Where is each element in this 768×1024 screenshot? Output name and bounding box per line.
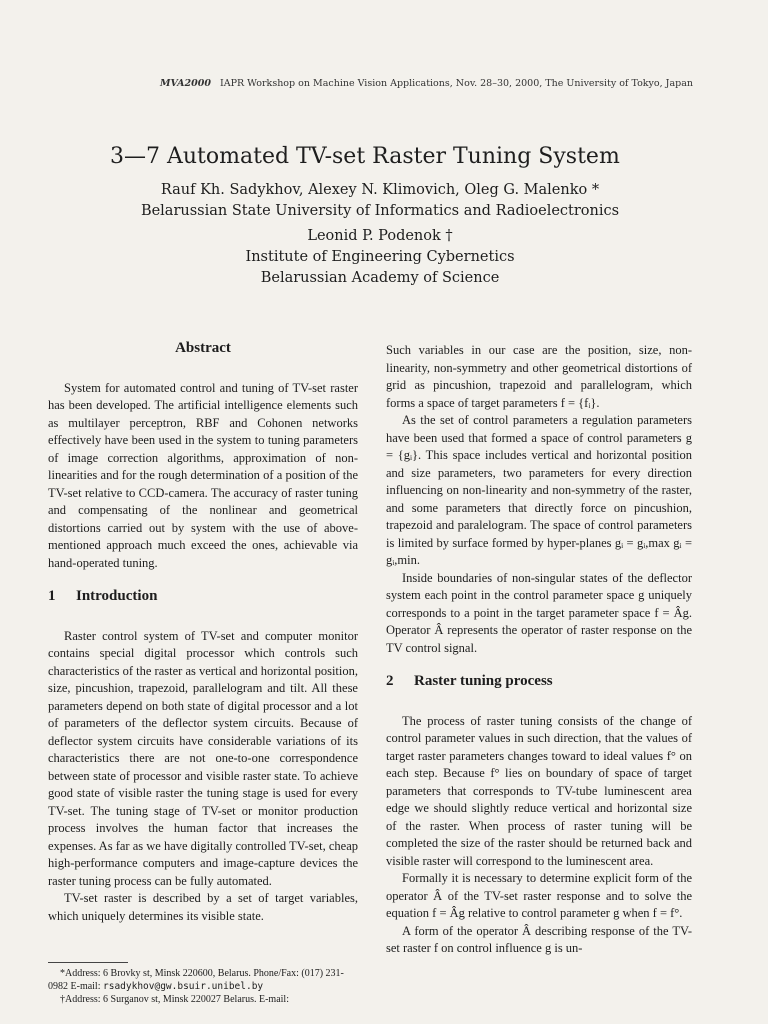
- footnote-email: rsadykhov@gw.bsuir.unibel.by: [103, 981, 264, 992]
- paragraph: The process of raster tuning consists of the change of control parameter values in such direction, that the values of target raster parameters changes toward to ideal values f° on each step. Because f° lies on boundary of space of target parameters that corresponds to TV-tube luminescent area edge we should slightly reduce vertical and horizontal size of the raster. When process of raster tuning will be completed the size of the raster should be returned back and visible raster will correspond to the luminescent area.: [386, 713, 692, 868]
- conference-tag: MVA2000: [160, 78, 211, 89]
- paragraph: Inside boundaries of non-singular states of the deflector system each point in the control parameter space g uniquely corresponds to a point in the target parameter space f = Âg. Operator Â represents the operator of raster response on the TV control signal.: [386, 570, 692, 655]
- author-names: Rauf Kh. Sadykhov, Alexey N. Klimovich, Oleg G. Malenko *: [160, 182, 600, 198]
- section-number: 2: [386, 673, 394, 689]
- paragraph: Raster control system of TV-set and computer monitor contains special digital processor which controls such characteristics of the raster as vertical and horizontal position, size, pincushion, trapezoid, parallelogram and tilt. All these parameters depend on both state of digital processor and a lot of parameters of the deflector system circuits. Because of deflector system circuits have considerable variations of its characteristics there are not one-to-one correspondence between state of processor and visible raster state. To achieve good state of visible raster the tuning stage is used for every TV-set. The tuning stage of TV-set or monitor production process involves the human factor that increases the expenses. As far as we have digitally controlled TV-set, cheap high-performance computers and image-capture devices the raster tuning process can be fully automated.: [48, 628, 358, 888]
- paragraph: Formally it is necessary to determine explicit form of the operator Â of the TV-set raster response and to solve the equation f = Âg relative to control parameter g when f = f°.: [386, 871, 692, 920]
- author-block: [120, 180, 640, 289]
- abstract-text: System for automated control and tuning of TV-set raster has been developed. The artificial intelligence elements such as multilayer perceptron, RBF and Cohonen networks effectively have been used in the system to tuning parameters of image correction algorithms, approximation of non-linearities and for the rough determination of a position of the TV-set relative to CCD-camera. The accuracy of raster tuning and compensating of the nonlinear and geometrical distortions carried out by system with the use of above-mentioned approach much exceed the ones, achievable via hand-operated tuning.: [48, 380, 358, 570]
- author-names: Leonid P. Podenok †: [307, 228, 453, 244]
- paragraph: As the set of control parameters a regulation parameters have been used that formed a space of control parameters g = {gᵢ}. This space includes vertical and horizontal position and size parameters, two parameters for every direction influencing on non-linearity and non-symmetry of the raster, and some parameters that directly force on pincushion, trapezoid and paralelogram. The space of control parameters is limited by surface formed by hyper-planes gᵢ = gᵢ,max gᵢ = gᵢ,min.: [386, 413, 692, 567]
- author-affiliation: Institute of Engineering Cybernetics: [245, 249, 515, 265]
- footnote: †Address: 6 Surganov st, Minsk 220027 Belarus. E-mail:: [60, 994, 289, 1005]
- paragraph: TV-set raster is described by a set of target variables, which uniquely determines its visible state.: [48, 891, 358, 923]
- footnote-rule: [48, 962, 128, 963]
- author-affiliation: Belarussian Academy of Science: [260, 270, 500, 286]
- left-column: [48, 340, 358, 925]
- section-heading: [48, 588, 358, 606]
- paper-title: 3—7 Automated TV-set Raster Tuning System: [110, 144, 620, 169]
- right-column: [386, 342, 692, 958]
- section-title: Introduction: [76, 588, 158, 604]
- paragraph: Such variables in our case are the position, size, non-linearity, non-symmetry and other geometrical distortions of grid as pincushion, trapezoid and parallelogram, which forms a space of target parameters f = {fᵢ}.: [386, 343, 692, 410]
- paragraph: A form of the operator Â describing response of the TV-set raster f on control influence g is un-: [386, 923, 692, 955]
- conference-info: IAPR Workshop on Machine Vision Applications, Nov. 28–30, 2000, The University of Tokyo, Japan: [220, 78, 694, 89]
- footnote: *Address: 6 Brovky st, Minsk 220600, Belarus. Phone/Fax: (017) 231-0982 E-mail: rsadykhov@gw.bsuir.unibel.by: [48, 968, 344, 992]
- section-number: 1: [48, 588, 56, 604]
- running-header: [160, 78, 693, 89]
- author-affiliation: Belarussian State University of Informatics and Radioelectronics: [140, 203, 620, 219]
- section-heading: [386, 673, 692, 691]
- abstract-heading: Abstract: [175, 340, 231, 356]
- footnotes: [48, 962, 358, 1006]
- section-title: Raster tuning process: [414, 673, 553, 689]
